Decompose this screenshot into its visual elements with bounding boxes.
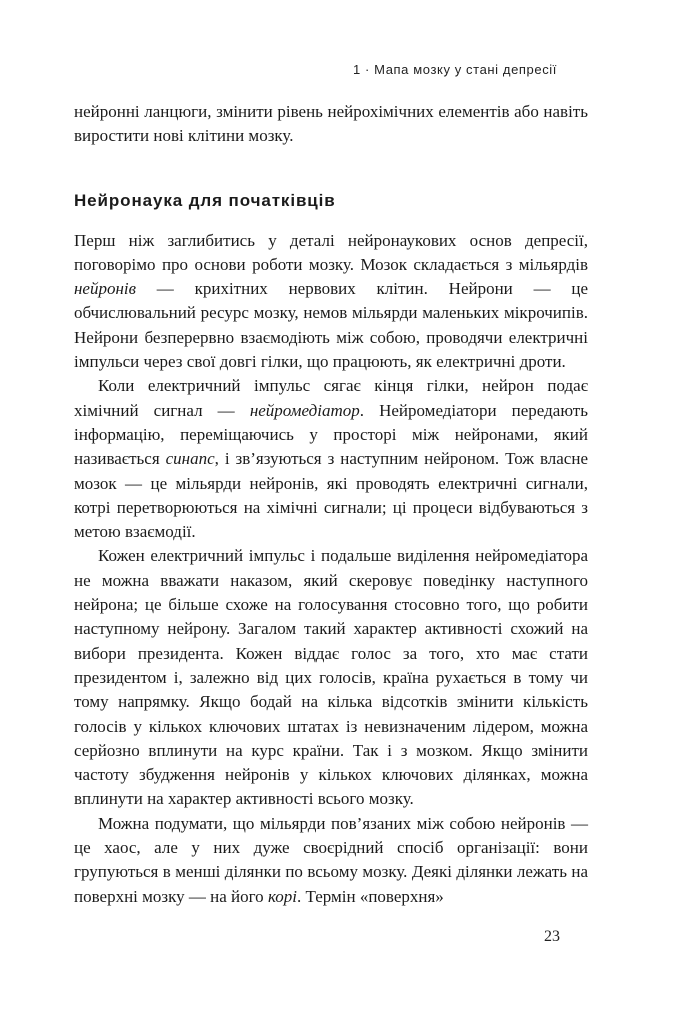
section-heading: Нейронаука для початківців (74, 190, 336, 210)
paragraph-1-text-b: — крихітних нервових клітин. Нейрони — це обчислювальний ресурс мозку, немов мільярди маленьких мікрочипів. Нейрони безперервно взаємодіють між собою, проводячи електричні імпульси через свої довгі гілки, що працюють, як електричні дроти. (74, 279, 588, 372)
lead-paragraph: нейронні ланцюги, змінити рівень нейрохімічних елементів або навіть виростити нові клітини мозку. (74, 102, 588, 146)
paragraph-2-text-a: Коли електричний імпульс сягає кінця гілки, нейрон подає хімічний сигнал — (74, 376, 588, 420)
paragraph-4-text-a: Можна подумати, що мільярди пов’язаних між собою нейронів — це хаос, але у них дуже своєрідний спосіб організації: вони групуються в менші ділянки по всьому мозку. Деякі ділянки лежать на поверхні мозку — на його (74, 813, 588, 906)
paragraph-2-text-c: , і зв’язуються з наступним нейроном. Тож власне мозок — це мільярди нейронів, які проводять електричні сигнали, котрі перетворюються на хімічні сигнали; ці процеси відбуваються з метою взаємодії. (74, 449, 588, 542)
page-body (74, 100, 588, 909)
running-head: 1 · Мапа мозку у стані депресії (352, 62, 557, 77)
page-number: 23 (544, 928, 560, 945)
term-neurotransmitter: нейромедіатор (249, 400, 360, 420)
paragraph-4-text-b: . Термін «поверхня» (296, 886, 444, 906)
term-neurons: нейронів (74, 279, 137, 299)
paragraph-2 (74, 374, 588, 544)
paragraph-4 (74, 812, 588, 909)
term-cortex: корі (267, 886, 297, 906)
term-synapse: синапс (165, 449, 215, 469)
paragraph-1 (74, 229, 588, 375)
paragraph-2-text-b: . Нейромедіатори передають інформацію, переміщаючись у просторі між нейронами, який називається (74, 400, 588, 469)
paragraph-1-text-a: Перш ніж заглибитись у деталі нейронаукових основ депресії, поговорімо про основи роботи мозку. Мозок складається з мільярдів (74, 230, 588, 274)
paragraph-3: Кожен електричний імпульс і подальше виділення нейромедіатора не можна вважати наказом, який скеровує поведінку наступного нейрона; це більше схоже на голосування стосовно того, що робити наступному нейрону. Загалом такий характер активності схожий на вибори президента. Кожен віддає голос за того, хто має стати президентом і, залежно від цих голосів, країна рухається в тому чи тому напрямку. Якщо бодай на кілька відсотків змінити кількість голосів у кількох ключових штатах із невизначеним лідером, можна серйозно вплинути на курс країни. Так і з мозком. Якщо змінити частоту збудження нейронів у кількох ключових ділянках, можна вплинути на характер активності всього мозку. (74, 546, 588, 809)
